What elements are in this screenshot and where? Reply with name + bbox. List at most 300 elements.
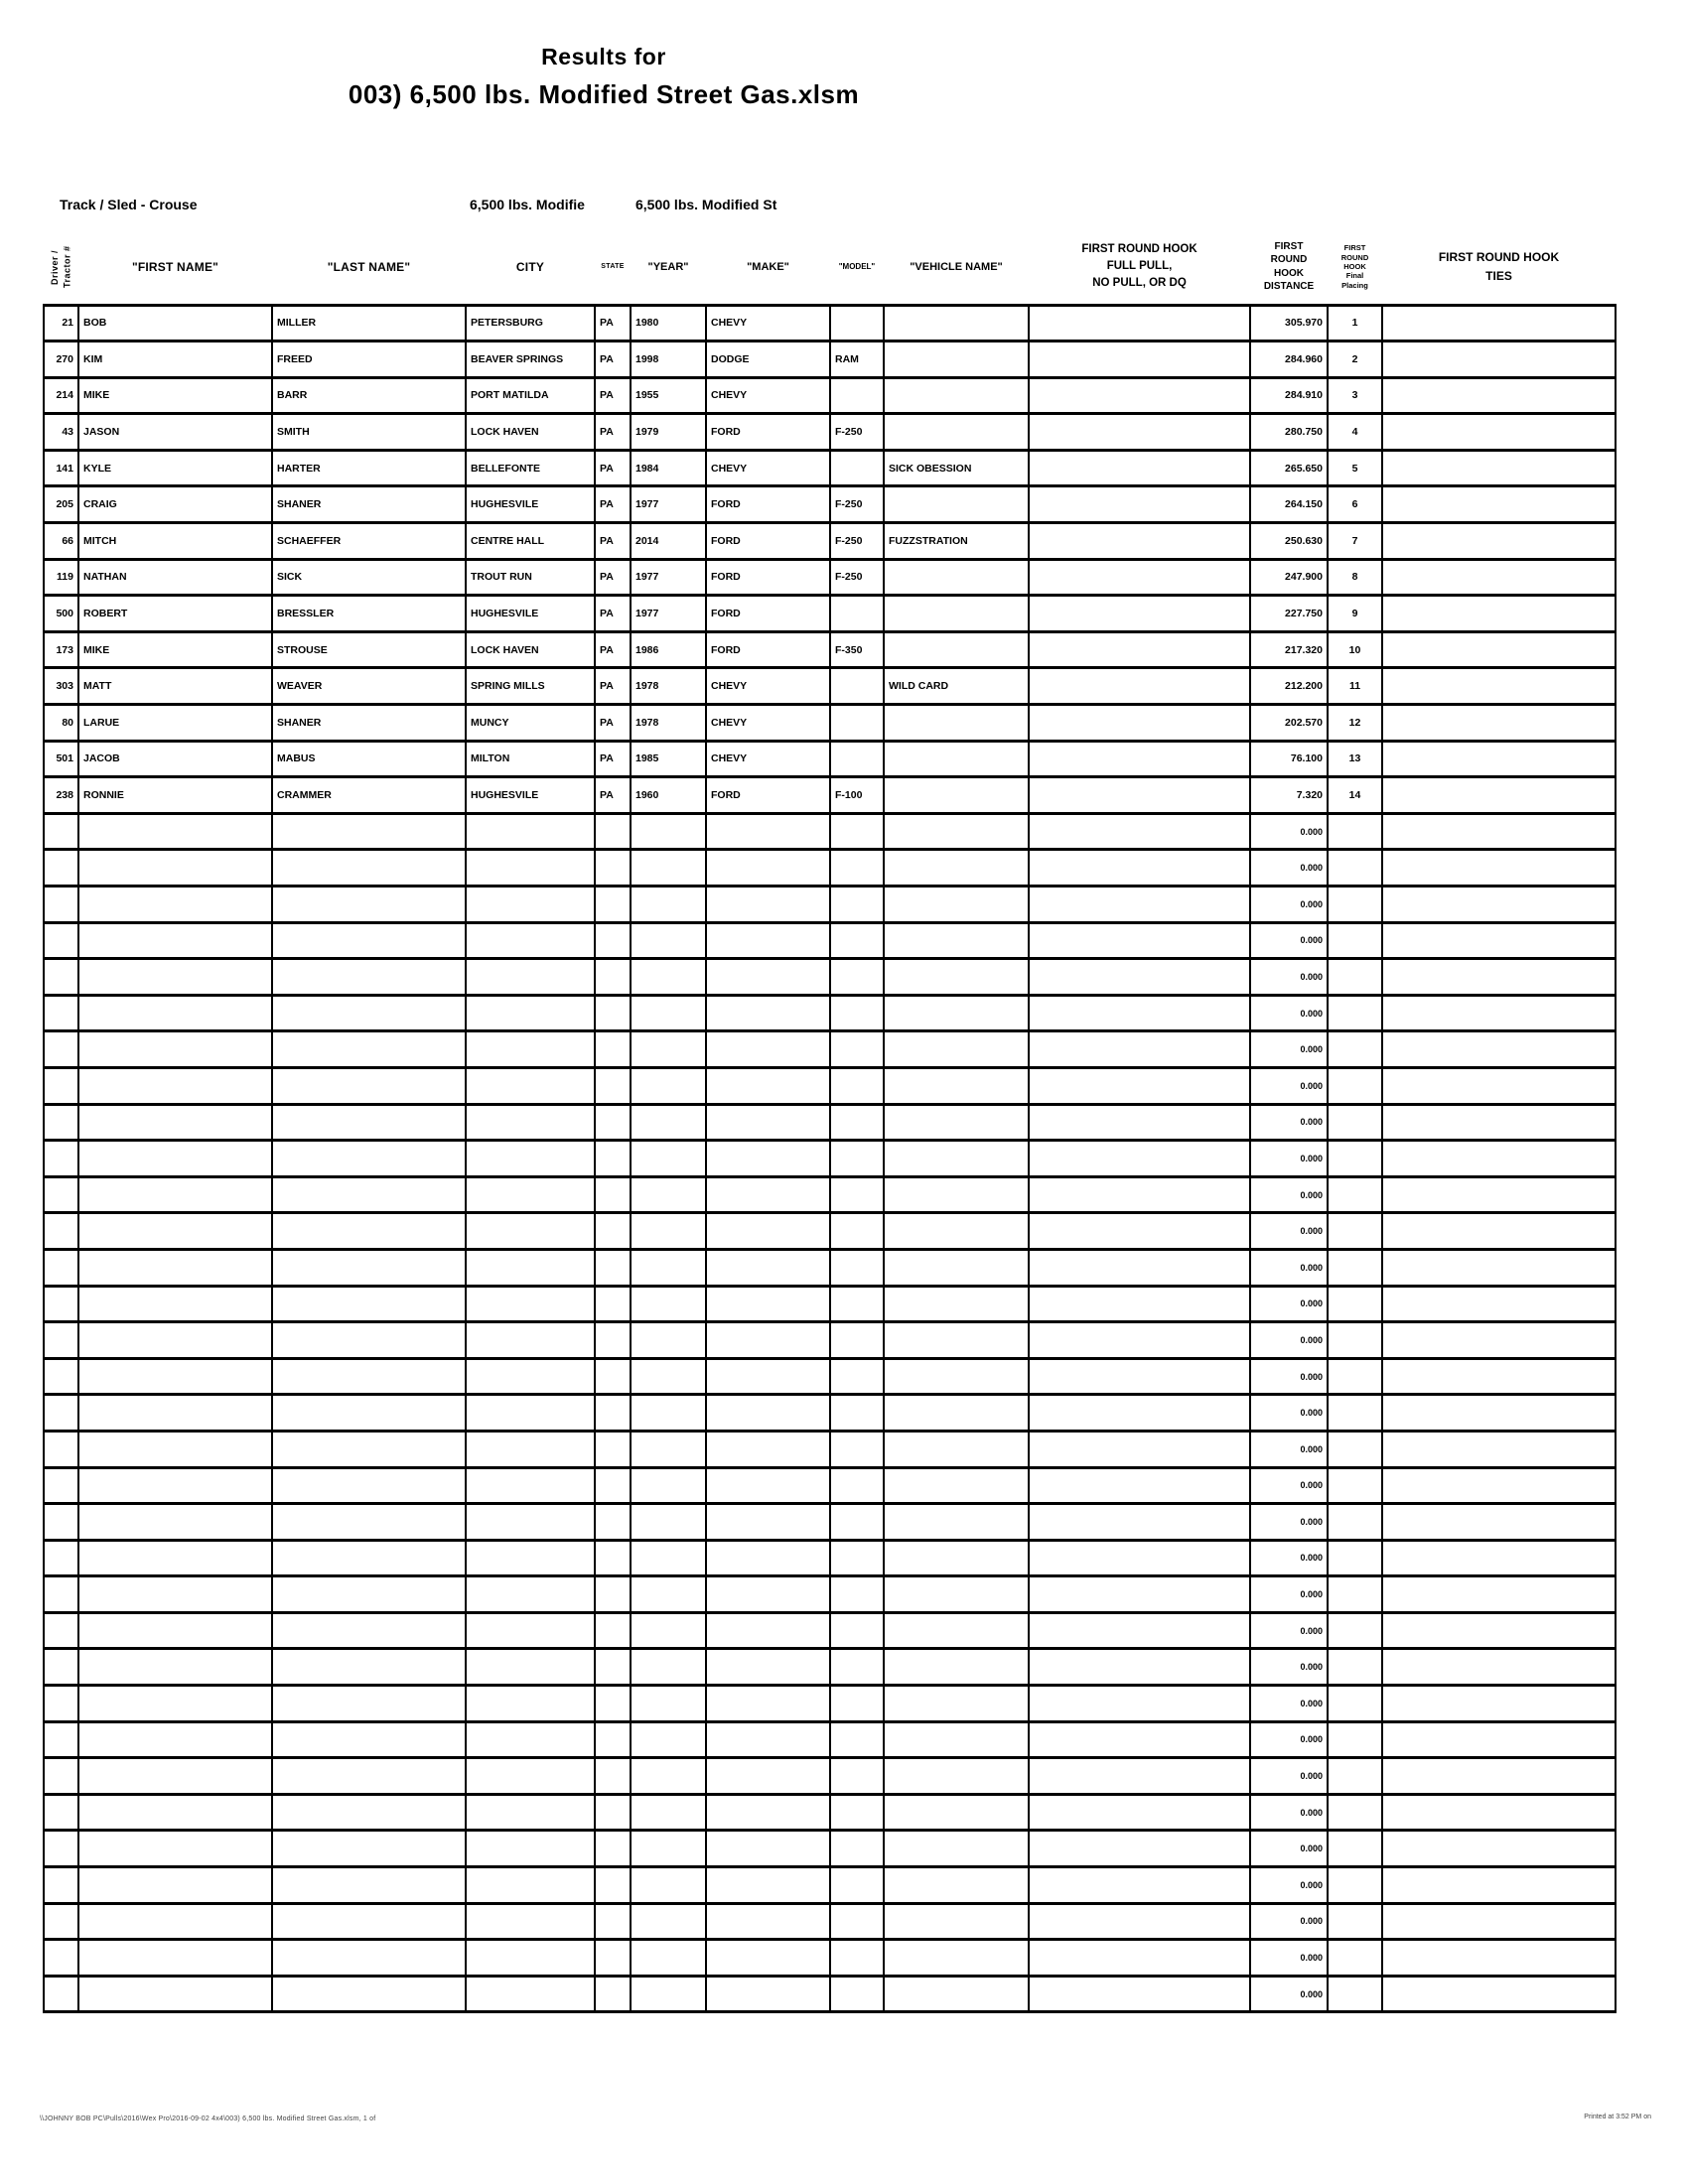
cell-first-name: KIM bbox=[78, 341, 272, 378]
table-row bbox=[44, 1504, 1616, 1541]
cell-year bbox=[631, 1649, 706, 1686]
cell-placing: 11 bbox=[1328, 668, 1382, 705]
cell-last-name bbox=[272, 1649, 466, 1686]
cell-first-name bbox=[78, 1721, 272, 1758]
cell-placing bbox=[1328, 1831, 1382, 1867]
cell-driver-number: 43 bbox=[44, 414, 78, 451]
cell-ties bbox=[1382, 1867, 1616, 1904]
cell-last-name bbox=[272, 1141, 466, 1177]
cell-model bbox=[830, 668, 884, 705]
cell-make bbox=[706, 959, 830, 996]
cell-make bbox=[706, 1286, 830, 1322]
cell-first-name bbox=[78, 1576, 272, 1613]
cell-year bbox=[631, 1504, 706, 1541]
cell-full-pull bbox=[1029, 1431, 1250, 1467]
cell-full-pull bbox=[1029, 887, 1250, 923]
cell-distance: 280.750 bbox=[1250, 414, 1328, 451]
cell-distance: 0.000 bbox=[1250, 1831, 1328, 1867]
cell-state bbox=[595, 887, 631, 923]
table-row bbox=[44, 959, 1616, 996]
cell-driver-number: 214 bbox=[44, 377, 78, 414]
cell-state bbox=[595, 1576, 631, 1613]
cell-city bbox=[466, 922, 595, 959]
table-row bbox=[44, 1067, 1616, 1104]
cell-placing bbox=[1328, 1576, 1382, 1613]
cell-full-pull bbox=[1029, 850, 1250, 887]
cell-driver-number bbox=[44, 1176, 78, 1213]
header-last-name: "LAST NAME" bbox=[327, 259, 411, 274]
cell-ties bbox=[1382, 631, 1616, 668]
cell-year bbox=[631, 1940, 706, 1977]
cell-first-name: MIKE bbox=[78, 631, 272, 668]
cell-last-name bbox=[272, 1249, 466, 1286]
cell-ties bbox=[1382, 1067, 1616, 1104]
cell-year bbox=[631, 1831, 706, 1867]
cell-ties bbox=[1382, 1976, 1616, 2012]
cell-city bbox=[466, 1576, 595, 1613]
cell-make bbox=[706, 1612, 830, 1649]
cell-last-name: SCHAEFFER bbox=[272, 523, 466, 560]
table-row bbox=[44, 777, 1616, 814]
cell-driver-number bbox=[44, 1649, 78, 1686]
cell-distance: 0.000 bbox=[1250, 1358, 1328, 1395]
cell-placing bbox=[1328, 1322, 1382, 1359]
cell-distance: 0.000 bbox=[1250, 1758, 1328, 1795]
header-year: "YEAR" bbox=[647, 260, 689, 273]
cell-last-name bbox=[272, 1431, 466, 1467]
table-row bbox=[44, 341, 1616, 378]
cell-first-name bbox=[78, 959, 272, 996]
cell-distance: 0.000 bbox=[1250, 1176, 1328, 1213]
cell-driver-number bbox=[44, 1540, 78, 1576]
cell-last-name bbox=[272, 1794, 466, 1831]
cell-vehicle-name: SICK OBESSION bbox=[884, 450, 1029, 486]
cell-distance: 227.750 bbox=[1250, 596, 1328, 632]
table-header-row bbox=[44, 230, 1616, 305]
cell-make bbox=[706, 850, 830, 887]
cell-year bbox=[631, 1395, 706, 1432]
cell-year bbox=[631, 1867, 706, 1904]
cell-city bbox=[466, 1686, 595, 1722]
cell-distance: 212.200 bbox=[1250, 668, 1328, 705]
cell-state bbox=[595, 1758, 631, 1795]
cell-first-name: JACOB bbox=[78, 741, 272, 777]
cell-ties bbox=[1382, 341, 1616, 378]
cell-make bbox=[706, 1067, 830, 1104]
cell-vehicle-name bbox=[884, 1976, 1029, 2012]
cell-driver-number: 119 bbox=[44, 559, 78, 596]
cell-distance: 0.000 bbox=[1250, 1031, 1328, 1068]
cell-first-name bbox=[78, 1467, 272, 1504]
header-pull-line2: FULL PULL, bbox=[1106, 260, 1173, 273]
cell-model bbox=[830, 377, 884, 414]
cell-driver-number: 500 bbox=[44, 596, 78, 632]
cell-last-name bbox=[272, 1686, 466, 1722]
cell-full-pull bbox=[1029, 1686, 1250, 1722]
cell-make: FORD bbox=[706, 559, 830, 596]
cell-last-name bbox=[272, 1721, 466, 1758]
cell-model bbox=[830, 1903, 884, 1940]
cell-ties bbox=[1382, 668, 1616, 705]
cell-full-pull bbox=[1029, 1612, 1250, 1649]
table-row bbox=[44, 1576, 1616, 1613]
table-row bbox=[44, 1322, 1616, 1359]
cell-vehicle-name bbox=[884, 1903, 1029, 1940]
cell-driver-number: 80 bbox=[44, 705, 78, 742]
cell-make bbox=[706, 1794, 830, 1831]
cell-full-pull bbox=[1029, 450, 1250, 486]
cell-full-pull bbox=[1029, 1322, 1250, 1359]
cell-make: FORD bbox=[706, 631, 830, 668]
cell-last-name: MABUS bbox=[272, 741, 466, 777]
cell-full-pull bbox=[1029, 1649, 1250, 1686]
cell-vehicle-name bbox=[884, 850, 1029, 887]
cell-make bbox=[706, 1176, 830, 1213]
cell-year bbox=[631, 1758, 706, 1795]
header-pull-line1: FIRST ROUND HOOK bbox=[1081, 242, 1197, 255]
cell-ties bbox=[1382, 305, 1616, 341]
cell-last-name bbox=[272, 1213, 466, 1250]
cell-ties bbox=[1382, 1467, 1616, 1504]
cell-model bbox=[830, 995, 884, 1031]
header-hook-ties bbox=[1382, 230, 1616, 305]
cell-model bbox=[830, 1940, 884, 1977]
cell-last-name bbox=[272, 1104, 466, 1141]
header-ties-line1: FIRST ROUND HOOK bbox=[1438, 249, 1560, 264]
cell-year: 1986 bbox=[631, 631, 706, 668]
cell-full-pull bbox=[1029, 668, 1250, 705]
cell-model bbox=[830, 1721, 884, 1758]
cell-make bbox=[706, 1758, 830, 1795]
cell-vehicle-name bbox=[884, 705, 1029, 742]
cell-placing: 5 bbox=[1328, 450, 1382, 486]
cell-full-pull bbox=[1029, 305, 1250, 341]
cell-full-pull bbox=[1029, 813, 1250, 850]
cell-city: BELLEFONTE bbox=[466, 450, 595, 486]
cell-first-name bbox=[78, 1176, 272, 1213]
cell-model: F-250 bbox=[830, 523, 884, 560]
cell-first-name bbox=[78, 1395, 272, 1432]
cell-vehicle-name bbox=[884, 1504, 1029, 1541]
cell-ties bbox=[1382, 1576, 1616, 1613]
cell-make bbox=[706, 1576, 830, 1613]
table-row bbox=[44, 995, 1616, 1031]
cell-state bbox=[595, 1721, 631, 1758]
table-row bbox=[44, 922, 1616, 959]
header-place-line2: ROUND bbox=[1340, 252, 1369, 262]
cell-driver-number bbox=[44, 1504, 78, 1541]
cell-state: PA bbox=[595, 414, 631, 451]
cell-year: 1980 bbox=[631, 305, 706, 341]
cell-city bbox=[466, 1467, 595, 1504]
cell-year: 1984 bbox=[631, 450, 706, 486]
cell-state bbox=[595, 1612, 631, 1649]
table-row bbox=[44, 1467, 1616, 1504]
cell-vehicle-name bbox=[884, 1176, 1029, 1213]
cell-last-name bbox=[272, 959, 466, 996]
cell-city bbox=[466, 850, 595, 887]
cell-state bbox=[595, 1067, 631, 1104]
cell-state bbox=[595, 813, 631, 850]
cell-first-name: MIKE bbox=[78, 377, 272, 414]
cell-last-name bbox=[272, 1286, 466, 1322]
cell-ties bbox=[1382, 1794, 1616, 1831]
cell-make: CHEVY bbox=[706, 450, 830, 486]
cell-full-pull bbox=[1029, 741, 1250, 777]
cell-placing bbox=[1328, 1976, 1382, 2012]
cell-model bbox=[830, 1612, 884, 1649]
cell-last-name bbox=[272, 887, 466, 923]
cell-full-pull bbox=[1029, 959, 1250, 996]
cell-placing bbox=[1328, 1395, 1382, 1432]
cell-city bbox=[466, 1213, 595, 1250]
cell-state: PA bbox=[595, 668, 631, 705]
cell-last-name: SMITH bbox=[272, 414, 466, 451]
cell-city bbox=[466, 959, 595, 996]
cell-first-name: MITCH bbox=[78, 523, 272, 560]
cell-ties bbox=[1382, 705, 1616, 742]
cell-ties bbox=[1382, 1104, 1616, 1141]
cell-placing bbox=[1328, 1686, 1382, 1722]
cell-vehicle-name bbox=[884, 1431, 1029, 1467]
cell-distance: 0.000 bbox=[1250, 1067, 1328, 1104]
cell-city bbox=[466, 1104, 595, 1141]
cell-model bbox=[830, 1576, 884, 1613]
cell-distance: 217.320 bbox=[1250, 631, 1328, 668]
cell-first-name bbox=[78, 1867, 272, 1904]
cell-model bbox=[830, 1141, 884, 1177]
cell-driver-number: 205 bbox=[44, 486, 78, 523]
cell-model bbox=[830, 887, 884, 923]
cell-distance: 202.570 bbox=[1250, 705, 1328, 742]
cell-year bbox=[631, 1176, 706, 1213]
cell-last-name bbox=[272, 1322, 466, 1359]
cell-full-pull bbox=[1029, 1903, 1250, 1940]
table-row bbox=[44, 1721, 1616, 1758]
table-row bbox=[44, 596, 1616, 632]
cell-last-name: FREED bbox=[272, 341, 466, 378]
cell-city: HUGHESVILE bbox=[466, 486, 595, 523]
cell-city bbox=[466, 813, 595, 850]
cell-ties bbox=[1382, 1540, 1616, 1576]
cell-first-name: KYLE bbox=[78, 450, 272, 486]
cell-year bbox=[631, 1141, 706, 1177]
cell-full-pull bbox=[1029, 1467, 1250, 1504]
cell-vehicle-name bbox=[884, 741, 1029, 777]
cell-ties bbox=[1382, 486, 1616, 523]
cell-state bbox=[595, 1249, 631, 1286]
cell-last-name bbox=[272, 850, 466, 887]
cell-full-pull bbox=[1029, 559, 1250, 596]
cell-year bbox=[631, 1286, 706, 1322]
table-row bbox=[44, 1431, 1616, 1467]
cell-first-name: RONNIE bbox=[78, 777, 272, 814]
cell-distance: 0.000 bbox=[1250, 922, 1328, 959]
cell-city: LOCK HAVEN bbox=[466, 631, 595, 668]
cell-driver-number bbox=[44, 1286, 78, 1322]
table-row bbox=[44, 1031, 1616, 1068]
cell-first-name: CRAIG bbox=[78, 486, 272, 523]
cell-state: PA bbox=[595, 631, 631, 668]
cell-model: F-250 bbox=[830, 414, 884, 451]
cell-state bbox=[595, 1322, 631, 1359]
cell-ties bbox=[1382, 813, 1616, 850]
table-row bbox=[44, 1249, 1616, 1286]
cell-vehicle-name bbox=[884, 1286, 1029, 1322]
cell-state bbox=[595, 1286, 631, 1322]
cell-ties bbox=[1382, 1758, 1616, 1795]
cell-vehicle-name bbox=[884, 305, 1029, 341]
cell-ties bbox=[1382, 596, 1616, 632]
cell-state bbox=[595, 1031, 631, 1068]
header-dist-line3: HOOK bbox=[1274, 267, 1304, 279]
cell-first-name bbox=[78, 1940, 272, 1977]
cell-year bbox=[631, 922, 706, 959]
cell-city bbox=[466, 1721, 595, 1758]
cell-state bbox=[595, 922, 631, 959]
cell-state: PA bbox=[595, 741, 631, 777]
cell-first-name: LARUE bbox=[78, 705, 272, 742]
cell-city bbox=[466, 1903, 595, 1940]
cell-first-name bbox=[78, 1213, 272, 1250]
cell-last-name: CRAMMER bbox=[272, 777, 466, 814]
cell-placing: 10 bbox=[1328, 631, 1382, 668]
cell-city: BEAVER SPRINGS bbox=[466, 341, 595, 378]
cell-ties bbox=[1382, 887, 1616, 923]
cell-year bbox=[631, 1540, 706, 1576]
cell-make bbox=[706, 1104, 830, 1141]
cell-city bbox=[466, 995, 595, 1031]
cell-distance: 0.000 bbox=[1250, 1322, 1328, 1359]
cell-full-pull bbox=[1029, 486, 1250, 523]
cell-city: MILTON bbox=[466, 741, 595, 777]
cell-placing: 9 bbox=[1328, 596, 1382, 632]
cell-distance: 0.000 bbox=[1250, 813, 1328, 850]
cell-placing bbox=[1328, 1176, 1382, 1213]
cell-last-name bbox=[272, 995, 466, 1031]
cell-full-pull bbox=[1029, 1176, 1250, 1213]
cell-full-pull bbox=[1029, 922, 1250, 959]
cell-state bbox=[595, 1976, 631, 2012]
cell-last-name bbox=[272, 1395, 466, 1432]
cell-placing bbox=[1328, 1213, 1382, 1250]
cell-year bbox=[631, 1067, 706, 1104]
cell-year bbox=[631, 1686, 706, 1722]
cell-model bbox=[830, 1794, 884, 1831]
cell-driver-number bbox=[44, 1395, 78, 1432]
cell-ties bbox=[1382, 1686, 1616, 1722]
cell-city bbox=[466, 887, 595, 923]
cell-driver-number bbox=[44, 1576, 78, 1613]
cell-ties bbox=[1382, 850, 1616, 887]
cell-year bbox=[631, 1976, 706, 2012]
cell-make: FORD bbox=[706, 486, 830, 523]
cell-state bbox=[595, 1867, 631, 1904]
cell-make bbox=[706, 1721, 830, 1758]
cell-model bbox=[830, 450, 884, 486]
page-title-line2: 003) 6,500 lbs. Modified Street Gas.xlsm bbox=[348, 79, 860, 109]
cell-year bbox=[631, 1031, 706, 1068]
cell-full-pull bbox=[1029, 1867, 1250, 1904]
cell-full-pull bbox=[1029, 777, 1250, 814]
cell-state bbox=[595, 1940, 631, 1977]
cell-model bbox=[830, 1976, 884, 2012]
cell-ties bbox=[1382, 1358, 1616, 1395]
cell-vehicle-name bbox=[884, 995, 1029, 1031]
cell-full-pull bbox=[1029, 377, 1250, 414]
cell-state bbox=[595, 1504, 631, 1541]
cell-city: HUGHESVILE bbox=[466, 596, 595, 632]
cell-model bbox=[830, 1686, 884, 1722]
cell-vehicle-name bbox=[884, 1104, 1029, 1141]
cell-vehicle-name bbox=[884, 1867, 1029, 1904]
footer-file-path: \\JOHNNY BOB PC\Pulls\2016\Wex Pro\2016-09-02 4x4\003) 6,500 lbs. Modified Street Gas.xlsm, 1 of bbox=[40, 2116, 376, 2122]
cell-first-name bbox=[78, 995, 272, 1031]
header-place-line4: Final bbox=[1345, 271, 1364, 281]
cell-make: FORD bbox=[706, 414, 830, 451]
cell-driver-number bbox=[44, 1467, 78, 1504]
cell-year bbox=[631, 813, 706, 850]
cell-driver-number bbox=[44, 1831, 78, 1867]
cell-last-name bbox=[272, 1612, 466, 1649]
cell-model bbox=[830, 1358, 884, 1395]
cell-ties bbox=[1382, 1031, 1616, 1068]
table-row bbox=[44, 813, 1616, 850]
cell-make bbox=[706, 1649, 830, 1686]
cell-vehicle-name bbox=[884, 1686, 1029, 1722]
cell-full-pull bbox=[1029, 1721, 1250, 1758]
cell-vehicle-name bbox=[884, 1213, 1029, 1250]
cell-full-pull bbox=[1029, 1940, 1250, 1977]
cell-distance: 0.000 bbox=[1250, 1540, 1328, 1576]
cell-year: 1977 bbox=[631, 486, 706, 523]
cell-full-pull bbox=[1029, 1031, 1250, 1068]
cell-placing bbox=[1328, 1940, 1382, 1977]
cell-city: MUNCY bbox=[466, 705, 595, 742]
header-state: STATE bbox=[601, 263, 625, 271]
header-ties-line2: TIES bbox=[1485, 268, 1512, 283]
cell-first-name bbox=[78, 1612, 272, 1649]
cell-ties bbox=[1382, 559, 1616, 596]
cell-make bbox=[706, 1358, 830, 1395]
cell-first-name: NATHAN bbox=[78, 559, 272, 596]
cell-placing bbox=[1328, 995, 1382, 1031]
cell-last-name bbox=[272, 1976, 466, 2012]
cell-model bbox=[830, 1286, 884, 1322]
cell-model bbox=[830, 1395, 884, 1432]
cell-driver-number bbox=[44, 1322, 78, 1359]
header-place-line1: FIRST bbox=[1343, 243, 1366, 253]
cell-model bbox=[830, 1540, 884, 1576]
cell-make bbox=[706, 1976, 830, 2012]
cell-vehicle-name bbox=[884, 596, 1029, 632]
cell-vehicle-name bbox=[884, 1940, 1029, 1977]
cell-ties bbox=[1382, 1721, 1616, 1758]
cell-placing: 12 bbox=[1328, 705, 1382, 742]
cell-driver-number bbox=[44, 1686, 78, 1722]
cell-city bbox=[466, 1322, 595, 1359]
cell-vehicle-name bbox=[884, 1612, 1029, 1649]
cell-distance: 0.000 bbox=[1250, 1431, 1328, 1467]
header-driver-line2: Tractor # bbox=[62, 245, 72, 289]
cell-first-name bbox=[78, 1794, 272, 1831]
cell-ties bbox=[1382, 377, 1616, 414]
table-row bbox=[44, 1903, 1616, 1940]
cell-driver-number bbox=[44, 887, 78, 923]
cell-first-name bbox=[78, 1831, 272, 1867]
cell-ties bbox=[1382, 1141, 1616, 1177]
cell-distance: 0.000 bbox=[1250, 959, 1328, 996]
